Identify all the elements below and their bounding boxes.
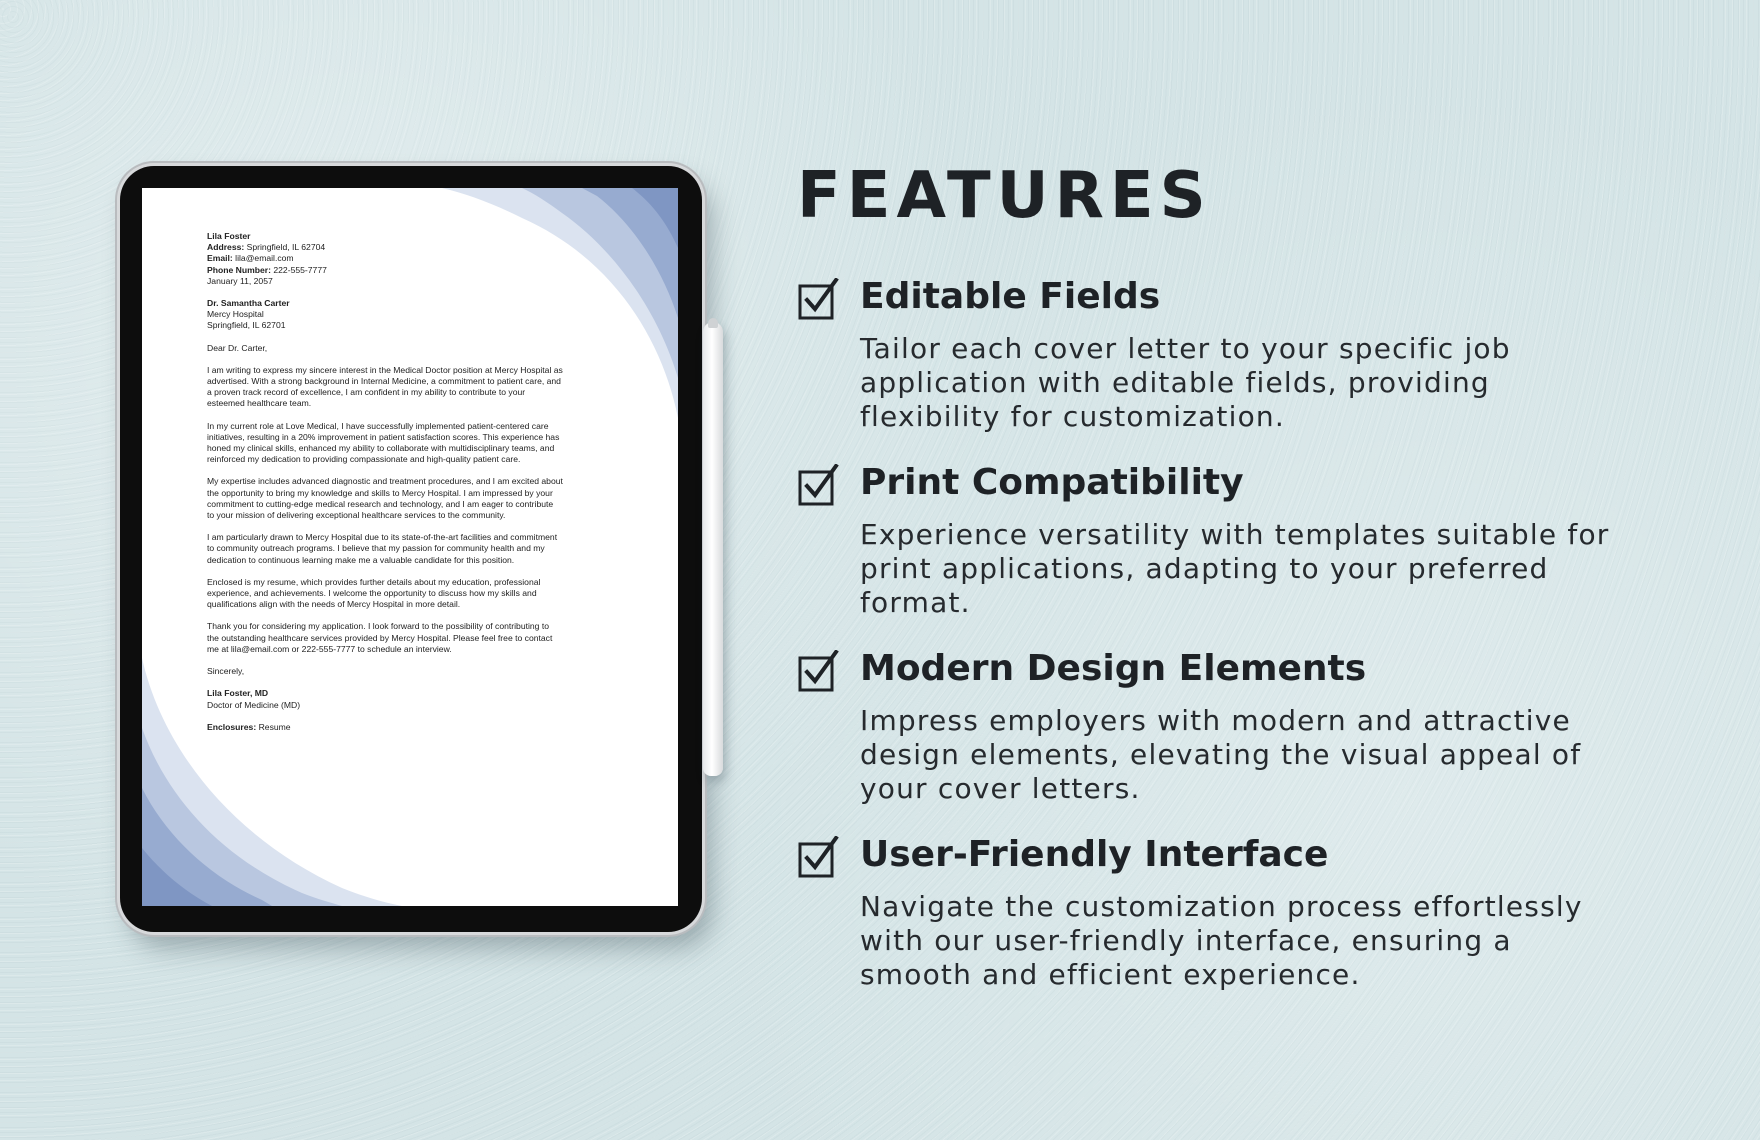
recipient-org: Mercy Hospital (207, 309, 264, 320)
sender-block (207, 231, 615, 287)
letter-line: I am particularly drawn to Mercy Hospital due to its state-of-the-art facilities and commitment (207, 532, 558, 543)
letter-line: to your mission of delivering exceptional healthcare services to the community. (207, 510, 506, 521)
recipient-block (207, 298, 615, 332)
letter-line: to community outreach programs. I believe that my passion for community health and my (207, 543, 545, 554)
letter-line: me at lila@email.com or 222-555-7777 to schedule an interview. (207, 643, 452, 654)
feature-description: Tailor each cover letter to your specific job application with editable fields, providing flexibility for customization. (860, 332, 1511, 433)
checkbox-checked-icon (798, 464, 840, 506)
letter-line: I am writing to express my sincere interest in the Medical Doctor position at Mercy Hospital as (207, 364, 563, 375)
features-heading: FEATURES (797, 159, 1212, 233)
feature-description: Experience versatility with templates suitable for print applications, adapting to your preferred format. (860, 518, 1610, 619)
recipient-city: Springfield, IL 62701 (207, 320, 286, 331)
phone-label: Phone Number: (207, 264, 271, 275)
letter-line: reinforced my dedication to providing compassionate and high-quality patient care. (207, 454, 521, 465)
letter-line: dedication to continuous learning make me a valuable candidate for this position. (207, 554, 515, 565)
letter-line: advertised. With a strong background in Internal Medicine, a commitment to patient care, and (207, 376, 561, 387)
letter-date: January 11, 2057 (207, 275, 273, 286)
letter-line: the outstanding healthcare services provided by Mercy Hospital. Please feel free to contact (207, 632, 553, 643)
letter-line: esteemed healthcare team. (207, 398, 312, 409)
stylus-tip (708, 318, 718, 328)
checkbox-checked-icon (798, 278, 840, 320)
email-value: lila@email.com (232, 253, 294, 264)
closing: Sincerely, (207, 666, 245, 677)
signature-title: Doctor of Medicine (MD) (207, 699, 301, 710)
signature-block (207, 688, 615, 710)
address-label: Address: (207, 242, 245, 253)
checkbox-checked-icon (798, 650, 840, 692)
letter-line: the opportunity to bring my knowledge and skills to Mercy Hospital. I am impressed by your (207, 487, 553, 498)
email-label: Email: (207, 253, 233, 264)
sender-name: Lila Foster (207, 231, 251, 241)
phone-value: 222-555-7777 (270, 264, 327, 275)
signature-name: Lila Foster, MD (207, 688, 269, 699)
letter-paragraph (207, 532, 615, 566)
enclosures-label: Enclosures: (207, 721, 257, 732)
letter-line: My expertise includes advanced diagnostic and treatment procedures, and I am excited about (207, 476, 563, 487)
letter-line: honed my clinical skills, enhanced my ability to collaborate with multidisciplinary teams, and (207, 443, 555, 454)
letter-paragraph (207, 365, 615, 410)
feature-description: Impress employers with modern and attractive design elements, elevating the visual appeal of your cover letters. (860, 704, 1582, 805)
cover-letter-document (207, 231, 615, 744)
enclosures-value: Resume (256, 721, 291, 732)
feature-title: Print Compatibility (860, 462, 1244, 503)
letter-line: experience, and achievements. I welcome the opportunity to discuss how my skills and (207, 588, 537, 599)
feature-title: User-Friendly Interface (860, 834, 1329, 875)
address-value: Springfield, IL 62704 (244, 242, 326, 253)
letter-line: qualifications align with the needs of Mercy Hospital in more detail. (207, 599, 461, 610)
letter-line: Thank you for considering my application. I look forward to the possibility of contributing to (207, 621, 550, 632)
letter-line: In my current role at Love Medical, I have successfully implemented patient-centered care (207, 420, 549, 431)
letter-paragraph (207, 476, 615, 521)
letter-line: a proven track record of excellence, I am confident in my ability to contribute to your (207, 387, 526, 398)
enclosures (207, 722, 615, 733)
letter-body (207, 365, 615, 655)
tablet-screen (142, 188, 678, 906)
tablet-mockup (120, 166, 702, 932)
salutation: Dear Dr. Carter, (207, 342, 268, 353)
recipient-name: Dr. Samantha Carter (207, 298, 290, 309)
feature-title: Modern Design Elements (860, 648, 1367, 689)
checkbox-checked-icon (798, 836, 840, 878)
letter-paragraph (207, 621, 615, 655)
feature-description: Navigate the customization process effortlessly with our user-friendly interface, ensuring a smooth and efficient experience. (860, 890, 1583, 991)
letter-line: commitment to cutting-edge medical research and technology, and I am eager to contribute (207, 498, 554, 509)
letter-paragraph (207, 421, 615, 466)
letter-line: initiatives, resulting in a 20% improvement in patient satisfaction scores. This experience has (207, 431, 560, 442)
feature-title: Editable Fields (860, 276, 1161, 317)
letter-line: Enclosed is my resume, which provides further details about my education, professional (207, 576, 541, 587)
stylus-pencil (703, 322, 723, 776)
letter-paragraph (207, 577, 615, 611)
